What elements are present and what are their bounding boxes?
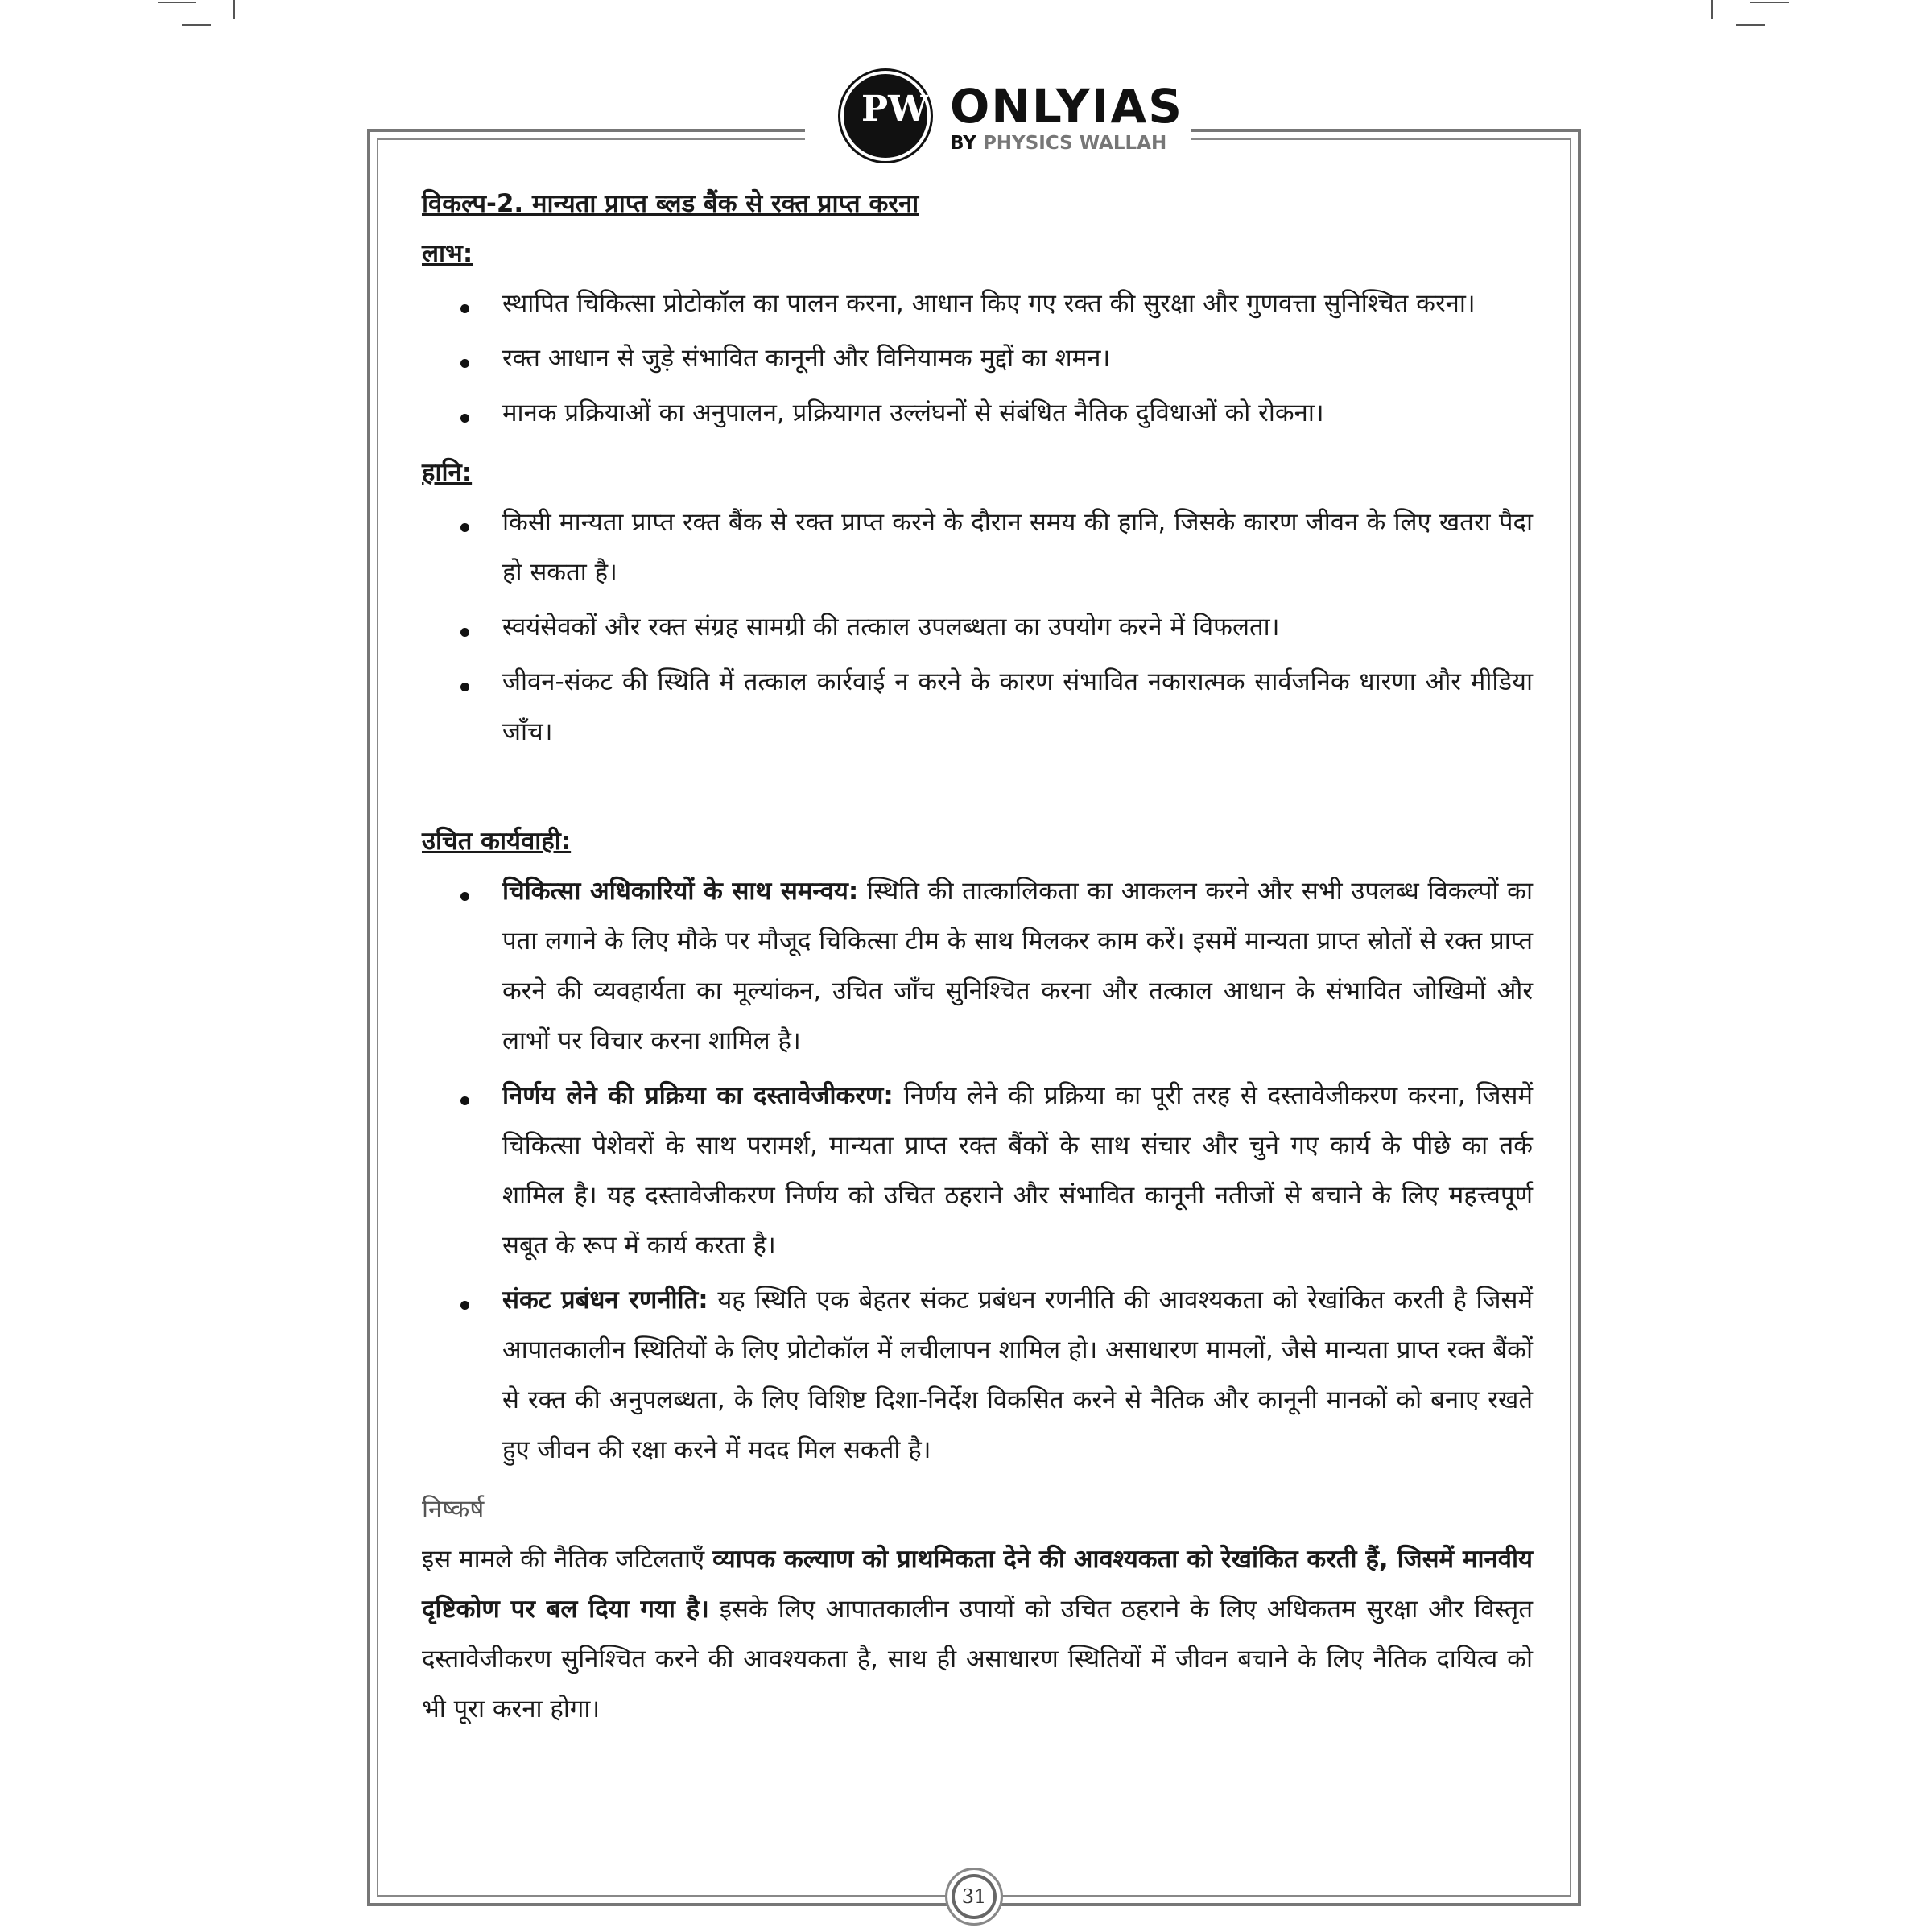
action-item-heading: संकट प्रबंधन रणनीति: [502, 1286, 708, 1315]
brand-name: ONLYIAS [950, 79, 1184, 134]
harms-list [422, 497, 1533, 766]
crop-mark [233, 0, 235, 19]
option-2-title: विकल्प-2. मान्यता प्राप्त ब्लड बैंक से रक्त प्राप्त करना [422, 189, 919, 218]
conclusion-rest: इसके लिए आपातकालीन उपायों को उचित ठहराने के लिए अधिकतम सुरक्षा और विस्तृत दस्तावेजीकरण सुनिश्चित करने की आवश्यकता है, साथ ही असाधारण स्थितियों में जीवन बचाने के लिए नैतिक दायित्व को भी पूरा करना होगा। [422, 1595, 1533, 1724]
crop-mark [1750, 2, 1789, 3]
action-item-heading: निर्णय लेने की प्रक्रिया का दस्तावेजीकरण: [502, 1081, 894, 1110]
page-content [422, 179, 1533, 1734]
list-item: किसी मान्यता प्राप्त रक्त बैंक से रक्त प्राप्त करने के दौरान समय की हानि, जिसके कारण जीवन के लिए खतरा पैदा हो सकता है। [422, 497, 1533, 597]
action-item-text: निर्णय लेने की प्रक्रिया का पूरी तरह से दस्तावेजीकरण करना, जिसमें चिकित्सा पेशेवरों के साथ परामर्श, मान्यता प्राप्त रक्त बैंकों के साथ संचार और चुने गए कार्य के पीछे का तर्क शामिल है। यह दस्तावेजीकरण निर्णय को उचित ठहराने और संभावित कानूनी नतीजों से बचाने के लिए महत्त्वपूर्ण सबूत के रूप में कार्य करता है। [502, 1081, 1533, 1260]
harms-label: हानि: [422, 458, 473, 487]
list-item [422, 1275, 1533, 1475]
conclusion-body [422, 1534, 1533, 1734]
logo-mark: PW [861, 89, 928, 130]
crop-mark [1711, 0, 1713, 19]
brand-sub-name: PHYSICS WALLAH [982, 133, 1167, 154]
brand-subtitle [950, 132, 1191, 155]
list-item: स्वयंसेवकों और रक्त संग्रह सामग्री की तत्काल उपलब्धता का उपयोग करने में विफलता। [422, 602, 1533, 652]
crop-mark [1736, 24, 1765, 26]
list-item: स्थापित चिकित्सा प्रोटोकॉल का पालन करना, आधान किए गए रक्त की सुरक्षा और गुणवत्ता सुनिश्चित करना। [422, 279, 1533, 328]
action-item-text: यह स्थिति एक बेहतर संकट प्रबंधन रणनीति की आवश्यकता को रेखांकित करती है जिसमें आपातकालीन स्थितियों के लिए प्रोटोकॉल में लचीलापन शामिल हो। असाधारण मामलों, जैसे मान्यता प्राप्त रक्त बैंकों से रक्त की अनुपलब्धता, के लिए विशिष्ट दिशा-निर्देश विकसित करने से नैतिक और कानूनी मानकों को बनाए रखते हुए जीवन की रक्षा करने में मदद मिल सकती है। [502, 1286, 1533, 1464]
benefits-label: लाभ: [422, 239, 473, 268]
list-item [422, 1071, 1533, 1270]
action-item-heading: चिकित्सा अधिकारियों के साथ समन्वय: [502, 877, 859, 906]
benefits-list [422, 279, 1533, 448]
action-list [422, 866, 1533, 1484]
crop-mark [182, 24, 211, 26]
page-number: 31 [945, 1868, 1003, 1926]
spacer [422, 766, 1533, 816]
conclusion-title: निष्कर्ष [422, 1495, 485, 1524]
brand-sub-by: BY [950, 133, 976, 154]
crop-mark [158, 2, 196, 3]
list-item: रक्त आधान से जुड़े संभावित कानूनी और विनियामक मुद्दों का शमन। [422, 333, 1533, 383]
list-item: मानक प्रक्रियाओं का अनुपालन, प्रक्रियागत उल्लंघनों से संबंधित नैतिक दुविधाओं को रोकना। [422, 388, 1533, 438]
brand-logo [950, 80, 1191, 155]
action-title: उचित कार्यवाही: [422, 827, 572, 856]
conclusion-bold: व्यापक कल्याण को प्राथमिकता देने की आवश्यकता को रेखांकित करती हैं, जिसमें मानवीय दृष्टिकोण पर बल दिया गया है। [422, 1545, 1534, 1624]
list-item [422, 866, 1533, 1066]
action-item-text: स्थिति की तात्कालिकता का आकलन करने और सभी उपलब्ध विकल्पों का पता लगाने के लिए मौके पर मौजूद चिकित्सा टीम के साथ मिलकर काम करें। इसमें मान्यता प्राप्त स्रोतों से रक्त प्राप्त करने की व्यवहार्यता का मूल्यांकन, उचित जाँच सुनिश्चित करना और तत्काल आधान के संभावित जोखिमों और लाभों पर विचार करना शामिल है। [502, 877, 1533, 1055]
list-item: जीवन-संकट की स्थिति में तत्काल कार्रवाई न करने के कारण संभावित नकारात्मक सार्वजनिक धारणा और मीडिया जाँच। [422, 657, 1533, 757]
conclusion-intro: इस मामले की नैतिक जटिलताएँ [422, 1545, 713, 1574]
pw-logo-icon [840, 71, 931, 161]
